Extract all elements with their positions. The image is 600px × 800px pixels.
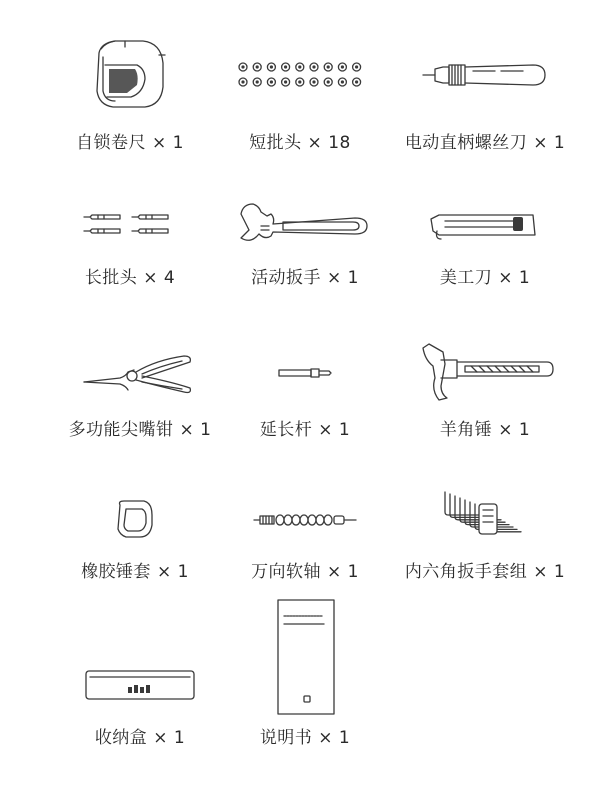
item-label: 收纳盒 × 1 (94, 728, 186, 748)
item-flexible-shaft (205, 490, 405, 590)
item-adjustable-wrench (205, 190, 405, 300)
item-label: 长批头 × 4 (84, 268, 176, 288)
item-label: 多功能尖嘴钳 × 1 (68, 420, 212, 440)
short-bits-icon (200, 30, 400, 120)
electric-screwdriver-icon (385, 30, 585, 120)
item-label: 自锁卷尺 × 1 (76, 133, 184, 153)
item-label: 电动直柄螺丝刀 × 1 (404, 133, 566, 153)
item-label: 美工刀 × 1 (439, 268, 531, 288)
item-label: 说明书 × 1 (259, 728, 351, 748)
adjustable-wrench-icon (205, 190, 405, 260)
item-short-bits (200, 30, 400, 160)
item-label: 万向软轴 × 1 (251, 562, 359, 582)
item-hex-key-set (385, 490, 585, 590)
long-bits-icon (30, 190, 230, 260)
item-manual (205, 590, 405, 755)
manual-icon (205, 598, 405, 718)
extension-rod-icon (205, 335, 405, 410)
flexible-shaft-icon (205, 490, 405, 550)
claw-hammer-icon (385, 335, 585, 410)
item-label: 橡胶锤套 × 1 (81, 562, 189, 582)
item-extension-rod (205, 335, 405, 445)
item-utility-knife (385, 190, 585, 300)
item-claw-hammer (385, 335, 585, 445)
item-electric-screwdriver (385, 30, 585, 160)
item-label: 活动扳手 × 1 (251, 268, 359, 288)
item-label: 羊角锤 × 1 (439, 420, 531, 440)
item-long-bits (30, 190, 230, 300)
item-label: 短批头 × 18 (249, 133, 351, 153)
utility-knife-icon (385, 190, 585, 260)
item-label: 延长杆 × 1 (259, 420, 351, 440)
item-label: 内六角扳手套组 × 1 (404, 562, 566, 582)
hex-key-set-icon (385, 482, 585, 550)
